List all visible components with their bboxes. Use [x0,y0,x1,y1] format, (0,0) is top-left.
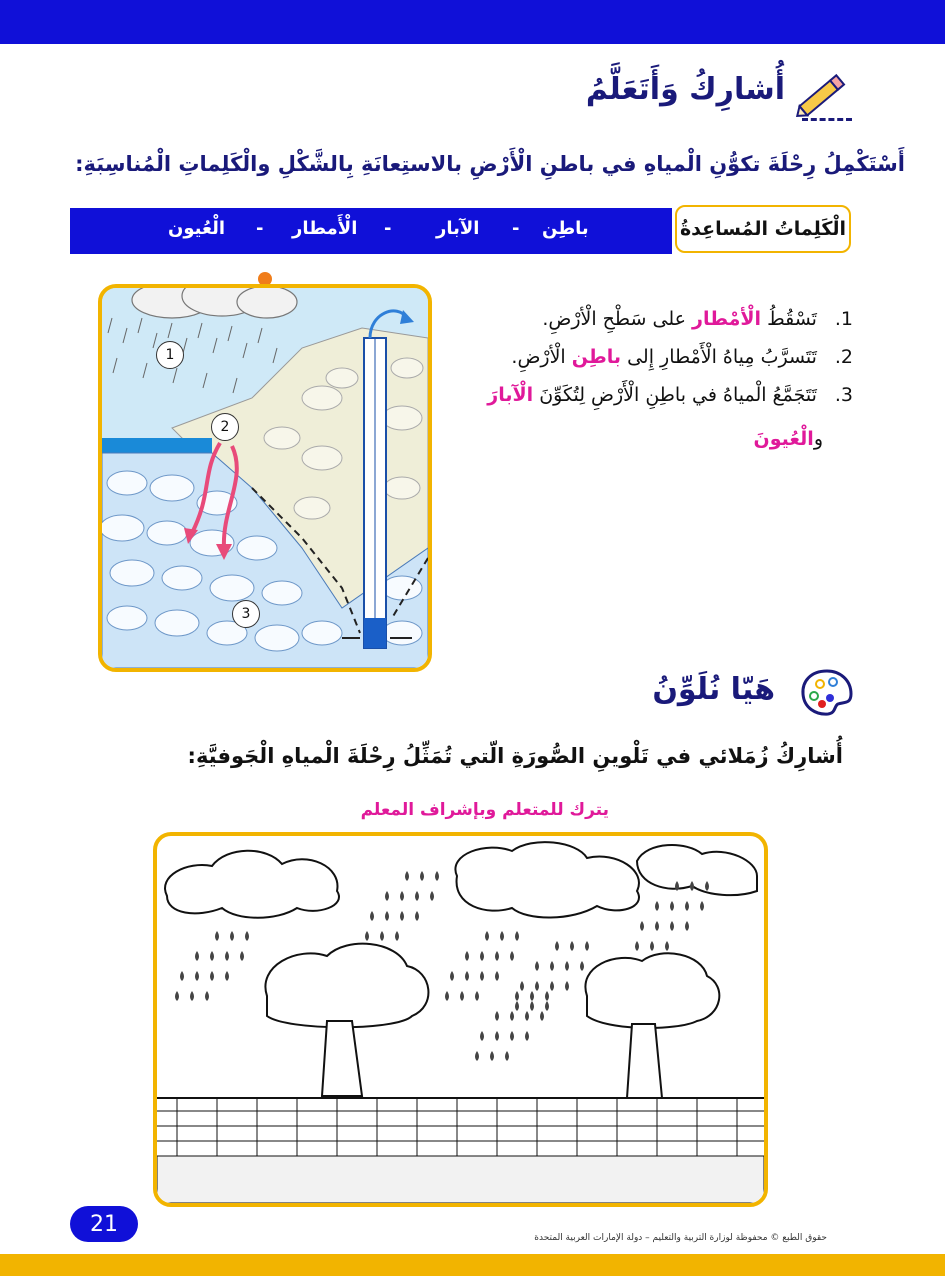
groundwater-diagram [98,284,432,672]
title-underline [802,118,852,121]
teacher-note: يترك للمتعلم وبإشراف المعلم [360,800,609,820]
instruction-text: أَسْتَكْمِلُ رِحْلَةَ تكوُّنِ الْمياهِ في باطنِ الْأَرْضِ بالاستِعانَةِ بِالشَّكْلِ والْكَلِماتِ الْمُناسِبَةِ: [75,152,905,176]
helper-separator: - [384,218,392,239]
copyright-text: حقوق الطبع © محفوظة لوزارة التربية والتعليم – دولة الإمارات العربية المتحدة [534,1233,827,1243]
step-text: تَتَجَمَّعُ الْمياهُ في باطِنِ الْأَرْضِ لِتُكَوِّنَ [539,384,817,406]
diagram-marker: 1 [156,341,184,369]
step-answer: الْأمْطار [692,308,762,330]
palette-icon [800,668,854,718]
coloring-instruction: أُشارِكُ زُمَلائي في تَلْوينِ الصُّورَةِ الّتي تُمَثِّلُ رِحْلَةَ الْمياهِ الْجَوفيَّةِ: [187,744,843,768]
step-number: 3. [834,384,853,406]
step-item [473,338,853,376]
pencil-icon [790,66,852,126]
diagram-marker: 2 [211,413,239,441]
step-number: 2. [834,346,853,368]
step-number: 1. [834,308,853,330]
helper-word: باطِن [542,218,589,239]
helper-separator: - [512,218,520,239]
step-text: تَسْقُطُ [767,308,817,330]
groundwater-illustration [102,288,428,668]
helper-separator: - [256,218,264,239]
step-item-continuation [473,420,823,458]
section-title-share-learn: أُشارِكُ وَأَتَعَلَّمُ [585,72,785,107]
helper-word: الْأَمطار [292,218,358,239]
helper-words-label: الْكَلِماتُ المُساعِدةُ [675,205,851,253]
step-answer: الْعُيونَ [753,428,814,450]
helper-word: الْعُيون [168,218,226,239]
step-item [473,376,853,414]
step-answer: الْآبارَ [487,384,534,406]
bottom-bar [0,1254,945,1276]
step-text: و [813,428,823,450]
section-title-lets-color: هَيّا نُلَوِّنُ [652,672,775,707]
step-text: الْأرْضِ. [511,346,566,368]
step-answer: باطِن [571,346,622,368]
step-text: على سَطْحِ الْأرْضِ. [542,308,686,330]
step-item [473,300,853,338]
step-text: تَتَسرَّبُ مِياهُ الْأَمْطارِ إِلى [627,346,817,368]
coloring-picture [153,832,768,1207]
diagram-marker: 3 [232,600,260,628]
top-bar [0,0,945,44]
page-number: 21 [70,1206,138,1242]
steps-list [473,300,853,458]
helper-word: الآبار [436,218,480,239]
coloring-illustration [157,836,764,1203]
